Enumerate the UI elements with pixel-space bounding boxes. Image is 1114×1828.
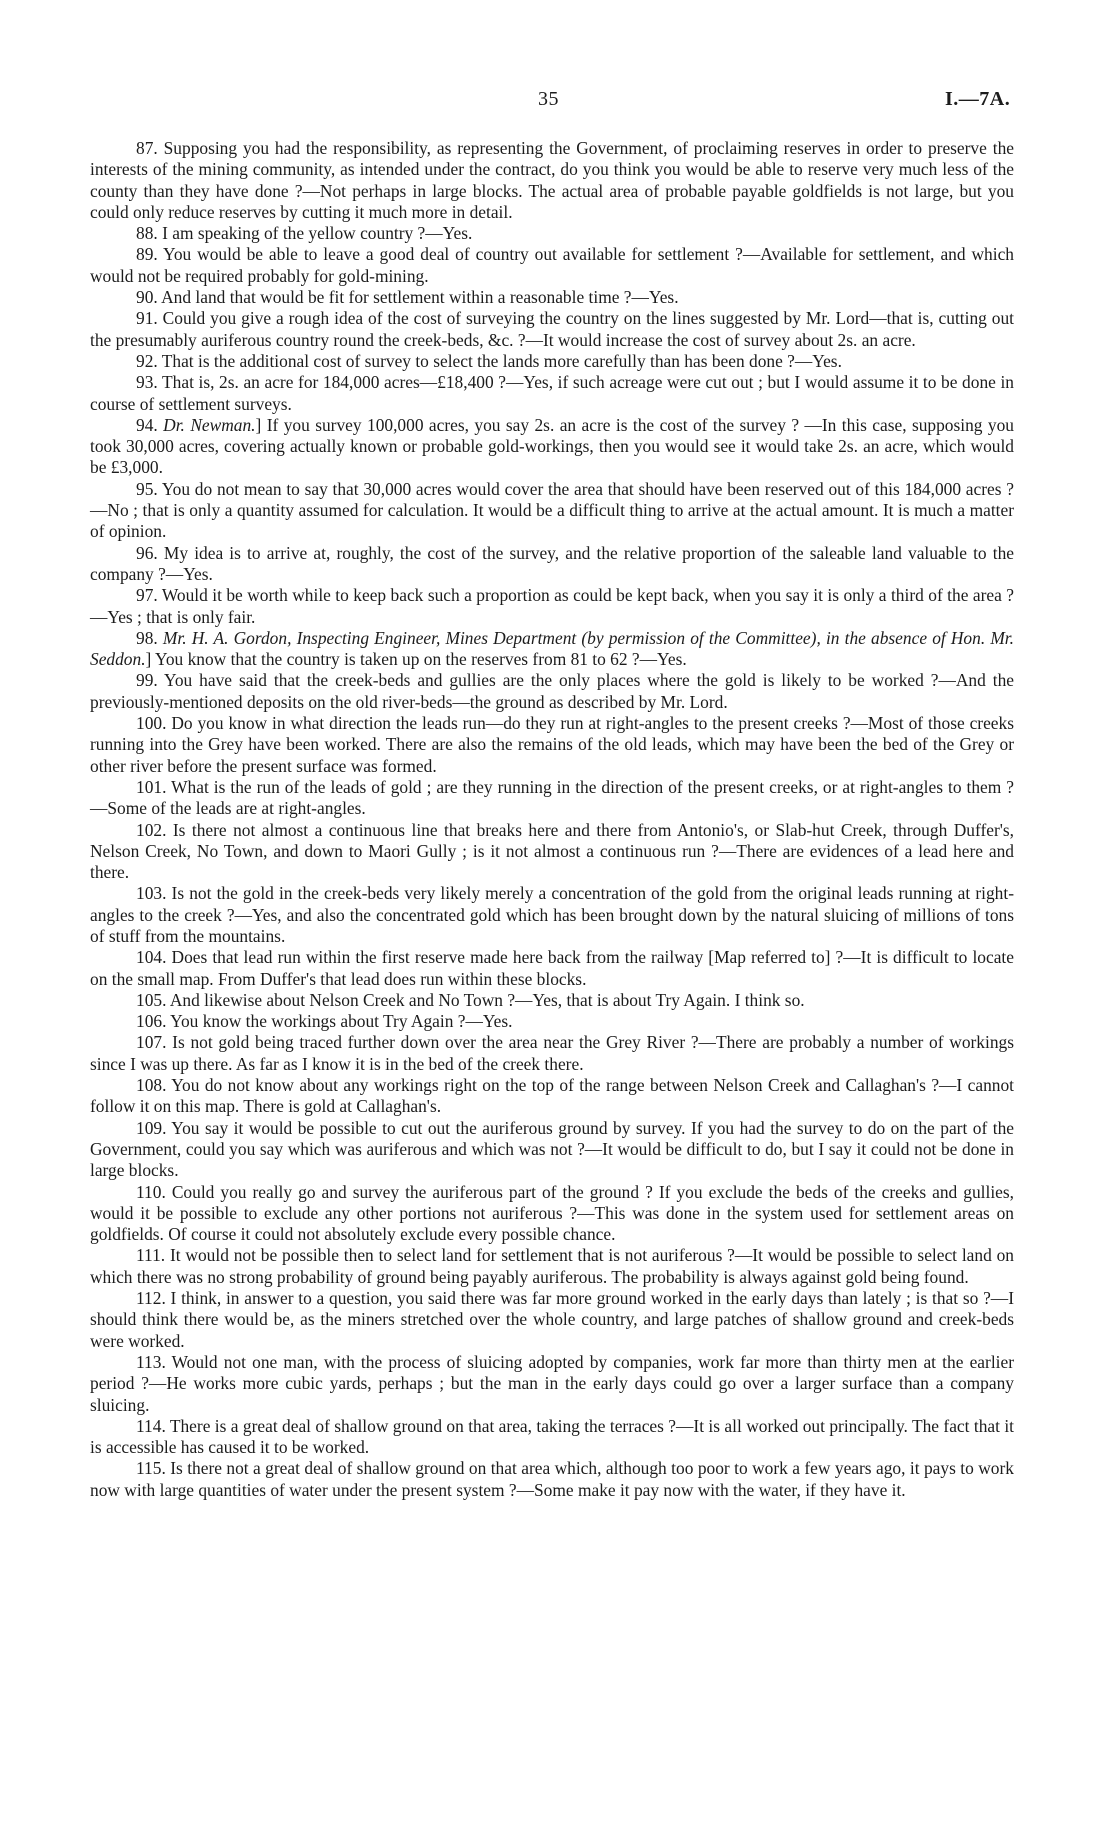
- question-112: 112. I think, in answer to a question, you said there was far more ground worked in the early days than lately ; is that so ?—I should think there would be, as the miners stretched over the whole country, and large patches of shallow ground and creek-beds were worked.: [90, 1288, 1014, 1351]
- question-104: 104. Does that lead run within the first reserve made here back from the railway [Map referred to] ?—It is difficult to locate on the small map. From Duffer's that lead does run within these blocks.: [90, 947, 1014, 989]
- question-103: 103. Is not the gold in the creek-beds very likely merely a concentration of the gold from the original leads running at right-angles to the creek ?—Yes, and also the concentrated gold which has been brought down by the natural sluicing of millions of tons of stuff from the mountains.: [90, 883, 1014, 946]
- question-107: 107. Is not gold being traced further down over the area near the Grey River ?—There are probably a number of workings since I was up there. As far as I know it is in the bed of the creek there.: [90, 1032, 1014, 1074]
- question-113: 113. Would not one man, with the process of sluicing adopted by companies, work far more than thirty men at the earlier period ?—He works more cubic yards, perhaps ; but the man in the early days could go over a larger surface than a company sluicing.: [90, 1351, 1014, 1415]
- question-94: 94. Dr. Newman.] If you survey 100,000 acres, you say 2s. an acre is the cost of the survey ? —In this case, supposing you took 30,000 acres, covering actually known or probable gold-workings, then you would see it would take 2s. an acre, which would be £3,000.: [90, 414, 1014, 478]
- question-98: 98. Mr. H. A. Gordon, Inspecting Engineer, Mines Department (by permission of the Committee), in the absence of Hon. Mr. Seddon.] You know that the country is taken up on the reserves from 81 to 62 ?—Yes.: [90, 627, 1014, 670]
- question-97: 97. Would it be worth while to keep back such a proportion as could be kept back, when you say it is only a third of the area ?—Yes ; that is only fair.: [90, 585, 1014, 627]
- question-87: 87. Supposing you had the responsibility, as representing the Government, of proclaiming reserves in order to preserve the interests of the mining community, as intended under the contract, do you think you would be able to reserve very much less of the county than they have done ?—Not perhaps in large blocks. The actual area of probable payable goldfields is not large, but you could only reduce reserves by cutting it much more in detail.: [90, 138, 1014, 222]
- question-101: 101. What is the run of the leads of gold ; are they running in the direction of the present creeks, or at right-angles to them ?—Some of the leads are at right-angles.: [90, 776, 1014, 819]
- question-115: 115. Is there not a great deal of shallow ground on that area which, although too poor to work a few years ago, it pays to work now with large quantities of water under the present system ?—Some make it pay now with the water, if they have it.: [90, 1458, 1014, 1500]
- question-95: 95. You do not mean to say that 30,000 acres would cover the area that should have been reserved out of this 184,000 acres ?—No ; that is only a quantity assumed for calculation. It would be a difficult thing to arrive at the actual amount. It is much a matter of opinion.: [90, 478, 1014, 542]
- question-105: 105. And likewise about Nelson Creek and No Town ?—Yes, that is about Try Again. I think so.: [136, 989, 805, 1010]
- evidence-body: [90, 138, 1014, 1501]
- question-110: 110. Could you really go and survey the auriferous part of the ground ? If you exclude the beds of the creeks and gullies, would it be possible to exclude any other portions not auriferous ?—This was done in the system used for settlement areas on goldfields. Of course it could not absolutely exclude every possible chance.: [90, 1181, 1014, 1245]
- speaker-name: Dr. Newman.: [163, 414, 256, 435]
- question-100: 100. Do you know in what direction the leads run—do they run at right-angles to the present creeks ?—Most of those creeks running into the Grey have been worked. There are also the remains of the old leads, which may have been the bed of the Grey or other river before the present surface was formed.: [90, 713, 1014, 776]
- question-90: 90. And land that would be fit for settlement within a reasonable time ?—Yes.: [136, 287, 679, 308]
- question-93: 93. That is, 2s. an acre for 184,000 acres—£18,400 ?—Yes, if such acreage were cut out ; but I would assume it to be done in course of settlement surveys.: [90, 372, 1014, 414]
- question-108: 108. You do not know about any workings right on the top of the range between Nelson Creek and Callaghan's ?—I cannot follow it on this map. There is gold at Callaghan's.: [90, 1075, 1014, 1117]
- question-111: 111. It would not be possible then to select land for settlement that is not auriferous ?—It would be possible to select land on which there was no strong probability of ground being payably auriferous. The probability is always against gold being found.: [90, 1245, 1014, 1287]
- question-89: 89. You would be able to leave a good deal of country out available for settlement ?—Available for settlement, and which would not be required probably for gold-mining.: [90, 244, 1014, 286]
- question-92: 92. That is the additional cost of survey to select the lands more carefully than has been done ?—Yes.: [136, 350, 842, 371]
- document-reference: I.—7A.: [945, 88, 1011, 110]
- page-number: 35: [538, 88, 559, 110]
- question-91: 91. Could you give a rough idea of the cost of surveying the country on the lines suggested by Mr. Lord—that is, cutting out the presumably auriferous country round the creek-beds, &c. ?—It would increase the cost of survey about 2s. an acre.: [90, 308, 1014, 350]
- question-109: 109. You say it would be possible to cut out the auriferous ground by survey. If you had the survey to do on the part of the Government, could you say which was auriferous and which was not ?—It would be difficult to do, but I say it could not be done in large blocks.: [90, 1117, 1014, 1181]
- question-114: 114. There is a great deal of shallow ground on that area, taking the terraces ?—It is all worked out principally. The fact that it is accessible has caused it to be worked.: [90, 1415, 1014, 1458]
- question-96: 96. My idea is to arrive at, roughly, the cost of the survey, and the relative proportion of the saleable land valuable to the company ?—Yes.: [90, 542, 1014, 584]
- question-102: 102. Is there not almost a continuous line that breaks here and there from Antonio's, or Slab-hut Creek, through Duffer's, Nelson Creek, No Town, and down to Maori Gully ; is it not almost a continuous run ?—There are evidences of a lead here and there.: [90, 819, 1014, 883]
- question-106: 106. You know the workings about Try Again ?—Yes.: [136, 1011, 513, 1032]
- question-88: 88. I am speaking of the yellow country ?—Yes.: [136, 223, 473, 244]
- question-99: 99. You have said that the creek-beds and gullies are the only places where the gold is likely to be worked ?—And the previously-mentioned deposits on the old river-beds—the ground as described by Mr. Lord.: [90, 670, 1014, 712]
- speaker-name: Mr. H. A. Gordon, Inspecting Engineer, Mines Department (by permission of the Committee), in the absence of Hon. Mr. Seddon.: [90, 627, 1014, 670]
